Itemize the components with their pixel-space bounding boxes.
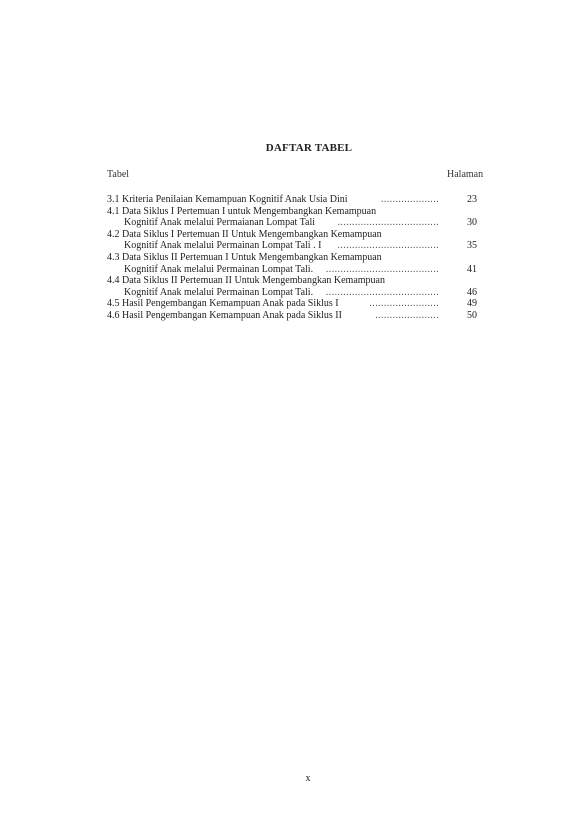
leader-dots: .................... bbox=[381, 194, 439, 205]
leader-dots: ...................... bbox=[375, 309, 439, 321]
leader-dots: ................................... bbox=[337, 217, 439, 229]
toc-entry-title: 4.5 Hasil Pengembangan Kemampuan Anak pada Siklus I bbox=[107, 298, 339, 310]
toc-entry-continuation bbox=[107, 287, 477, 299]
toc-entry bbox=[107, 252, 477, 264]
toc-entry bbox=[107, 298, 477, 310]
toc-entry-page: 49 bbox=[467, 298, 477, 310]
table-of-tables bbox=[107, 194, 477, 322]
toc-entry-title-cont: Kognitif Anak melalui Permainan Lompat Tali. bbox=[124, 286, 314, 298]
toc-entry-title: 4.1 Data Siklus I Pertemuan I untuk Mengembangkan Kemampuan bbox=[107, 205, 377, 217]
leader-dots: ....................................... bbox=[325, 263, 439, 275]
toc-entry-continuation bbox=[107, 264, 477, 276]
toc-entry bbox=[107, 206, 477, 218]
toc-entry-title: 4.6 Hasil Pengembangan Kemampuan Anak pada Siklus II bbox=[107, 309, 342, 321]
toc-entry-page: 46 bbox=[467, 286, 477, 298]
toc-entry bbox=[107, 310, 477, 322]
toc-entry-page: 41 bbox=[467, 263, 477, 275]
toc-entry-title: 3.1 Kriteria Penilaian Kemampuan Kognitif Anak Usia Dini bbox=[107, 194, 348, 205]
toc-entry-title-cont: Kognitif Anak melalui Permaianan Lompat Tali bbox=[124, 217, 316, 229]
toc-entry-title-cont: Kognitif Anak melalui Permainan Lompat Tali. bbox=[124, 263, 314, 275]
toc-entry bbox=[107, 194, 477, 206]
column-header-table: Tabel bbox=[107, 169, 130, 180]
leader-dots: ........................ bbox=[369, 298, 439, 310]
toc-entry-continuation bbox=[107, 240, 477, 252]
toc-entry-title: 4.2 Data Siklus I Pertemuan II Untuk Mengembangkan Kemampuan bbox=[107, 228, 382, 240]
page-number: x bbox=[305, 773, 311, 784]
toc-entry-page: 35 bbox=[467, 240, 477, 252]
toc-entry bbox=[107, 275, 477, 287]
leader-dots: ................................... bbox=[337, 240, 439, 252]
toc-entry-title: 4.4 Data Siklus II Pertemuan II Untuk Mengembangkan Kemampuan bbox=[107, 275, 385, 287]
leader-dots: ....................................... bbox=[325, 286, 439, 298]
toc-entry bbox=[107, 229, 477, 241]
toc-entry-continuation bbox=[107, 217, 477, 229]
toc-entry-page: 30 bbox=[467, 217, 477, 229]
toc-entry-page: 50 bbox=[467, 309, 477, 321]
column-header-page: Halaman bbox=[447, 169, 484, 180]
page-title: DAFTAR TABEL bbox=[265, 142, 353, 154]
toc-entry-title: 4.3 Data Siklus II Pertemuan I Untuk Mengembangkan Kemampuan bbox=[107, 251, 382, 263]
toc-entry-page: 23 bbox=[467, 194, 477, 205]
toc-entry-title-cont: Kognitif Anak melalui Permainan Lompat Tali . I bbox=[124, 240, 322, 252]
